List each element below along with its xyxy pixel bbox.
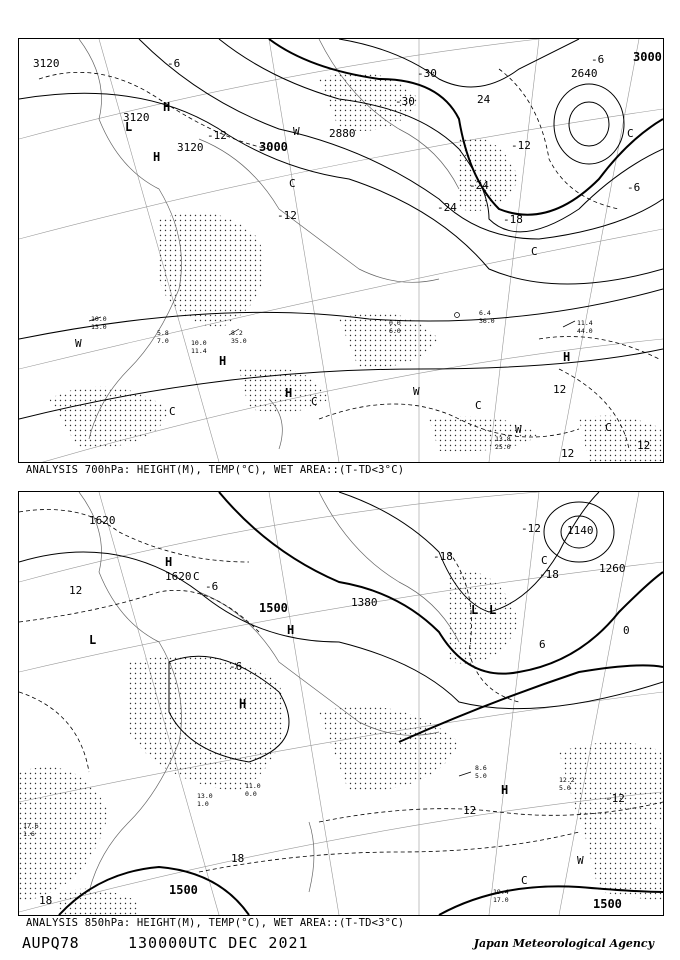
temp-label: 12 <box>561 447 575 460</box>
height-label: 1620 <box>165 570 192 583</box>
svg-text:35.0: 35.0 <box>231 337 247 345</box>
station-plot <box>245 782 261 798</box>
warm-center: W <box>413 385 420 398</box>
temp-label: 12 <box>463 804 477 817</box>
cold-center: C <box>541 554 548 567</box>
caption-850hpa: ANALYSIS 850hPa: HEIGHT(M), TEMP(°C), WET AREA::(T-TD<3°C) <box>26 917 405 929</box>
temp-label: -24 <box>469 179 489 192</box>
temp-label: 24 <box>477 93 491 106</box>
cold-center: C <box>605 421 612 434</box>
cold-center: C <box>311 395 318 408</box>
station-plot <box>563 319 593 335</box>
svg-text:0.0: 0.0 <box>245 790 257 798</box>
svg-text:1.6: 1.6 <box>23 830 35 838</box>
station-plot <box>229 329 247 345</box>
height-label: 3120 <box>123 111 150 124</box>
cold-center: C <box>627 127 634 140</box>
cold-center: C <box>521 874 528 887</box>
low-center: L <box>489 603 497 617</box>
warm-center: W <box>293 125 300 138</box>
svg-text:10.0: 10.0 <box>191 339 207 347</box>
graticule <box>19 492 663 915</box>
temp-label: -30 <box>395 95 415 108</box>
height-label: 1500 <box>593 897 622 911</box>
station-plot <box>459 764 487 780</box>
temp-label: 18 <box>39 894 53 907</box>
svg-text:11.0: 11.0 <box>245 782 261 790</box>
temp-label: -12 <box>521 522 541 535</box>
cold-center: C <box>193 570 200 583</box>
high-center: H <box>563 350 571 364</box>
temp-label: -18 <box>539 568 559 581</box>
product-id: AUPQ78 <box>22 934 80 952</box>
svg-text:0.0: 0.0 <box>389 319 401 327</box>
svg-text:25.0: 25.0 <box>495 443 511 451</box>
temp-label: -18 <box>433 550 453 563</box>
high-center: H <box>165 555 173 569</box>
low-center: L <box>471 603 479 617</box>
temp-label: -18 <box>503 213 523 226</box>
caption-700hpa: ANALYSIS 700hPa: HEIGHT(M), TEMP(°C), WET AREA::(T-TD<3°C) <box>26 464 405 476</box>
svg-text:8.2: 8.2 <box>231 329 243 337</box>
svg-text:17.6: 17.6 <box>23 822 39 830</box>
low-center: L <box>125 120 133 134</box>
height-label: 1260 <box>599 562 626 575</box>
chart-850hpa <box>18 491 664 916</box>
temp-contours-850 <box>19 510 663 873</box>
temp-label: -6 <box>229 660 243 673</box>
svg-text:13.0: 13.0 <box>197 792 213 800</box>
height-label: 3000 <box>259 140 288 154</box>
temp-label: -12 <box>605 792 625 805</box>
map-850hpa <box>19 492 663 915</box>
station-plot <box>455 309 495 325</box>
svg-text:13.8: 13.8 <box>495 435 511 443</box>
svg-text:17.0: 17.0 <box>493 896 509 904</box>
station-plot <box>89 315 107 331</box>
svg-text:11.4: 11.4 <box>191 347 207 355</box>
low-center: L <box>89 633 97 647</box>
map-700hpa <box>19 39 663 462</box>
station-plot <box>191 339 207 355</box>
svg-text:5.0: 5.0 <box>559 784 571 792</box>
high-center: H <box>153 150 161 164</box>
height-label: 1500 <box>259 601 288 615</box>
temp-label: 6 <box>539 638 546 651</box>
svg-text:7.0: 7.0 <box>157 337 169 345</box>
wet-area-850 <box>19 571 663 915</box>
height-label: 3120 <box>33 57 60 70</box>
svg-text:44.0: 44.0 <box>577 327 593 335</box>
svg-text:8.6: 8.6 <box>475 764 487 772</box>
warm-center: W <box>75 337 82 350</box>
station-plot <box>157 329 169 345</box>
svg-text:13.0: 13.0 <box>91 323 107 331</box>
high-center: H <box>501 783 509 797</box>
station-plot <box>493 888 509 904</box>
high-center: H <box>287 623 295 637</box>
high-center: H <box>285 386 293 400</box>
station-plot <box>389 319 401 335</box>
svg-text:6.4: 6.4 <box>479 309 491 317</box>
height-contours-850 <box>19 492 663 915</box>
svg-text:5.0: 5.0 <box>475 772 487 780</box>
height-label: 2640 <box>571 67 598 80</box>
height-label: 1140 <box>567 524 594 537</box>
temp-label: 12 <box>553 383 567 396</box>
svg-text:5.8: 5.8 <box>157 329 169 337</box>
temp-label: -30 <box>417 67 437 80</box>
warm-center: W <box>577 854 584 867</box>
temp-label: -12 <box>511 139 531 152</box>
cold-center: C <box>531 245 538 258</box>
temp-label: -6 <box>167 57 181 70</box>
warm-center: W <box>515 423 522 436</box>
svg-text:10.0: 10.0 <box>91 315 107 323</box>
temp-label: -24 <box>437 201 457 214</box>
temp-label: -12 <box>207 129 227 142</box>
temp-label: 12 <box>69 584 83 597</box>
station-plot <box>495 435 511 451</box>
svg-text:1.0: 1.0 <box>197 800 209 808</box>
chart-700hpa <box>18 38 664 463</box>
svg-text:19.4: 19.4 <box>493 888 509 896</box>
valid-time: 130000UTC DEC 2021 <box>128 934 309 952</box>
temp-label: -6 <box>627 181 641 194</box>
high-center: H <box>219 354 227 368</box>
temp-label: 12 <box>637 439 651 452</box>
temp-label: -12 <box>277 209 297 222</box>
height-label: 2880 <box>329 127 356 140</box>
height-label: 3000 <box>633 50 662 64</box>
cold-center: C <box>169 405 176 418</box>
svg-text:12.2: 12.2 <box>559 776 575 784</box>
svg-text:11.4: 11.4 <box>577 319 593 327</box>
cold-center: C <box>289 177 296 190</box>
height-label: 3120 <box>177 141 204 154</box>
high-center: H <box>163 100 171 114</box>
height-label: 1620 <box>89 514 116 527</box>
svg-text:6.0: 6.0 <box>389 327 401 335</box>
svg-text:36.0: 36.0 <box>479 317 495 325</box>
high-center: H <box>239 697 247 711</box>
cold-center: C <box>475 399 482 412</box>
station-plot <box>197 792 213 808</box>
station-plots-850 <box>23 764 575 904</box>
temp-label: 18 <box>231 852 245 865</box>
height-label: 1380 <box>351 596 378 609</box>
temp-label: 0 <box>623 624 630 637</box>
temp-label: -6 <box>205 580 219 593</box>
agency-name: Japan Meteorological Agency <box>473 937 654 950</box>
temp-label: -6 <box>591 53 605 66</box>
height-label: 1500 <box>169 883 198 897</box>
